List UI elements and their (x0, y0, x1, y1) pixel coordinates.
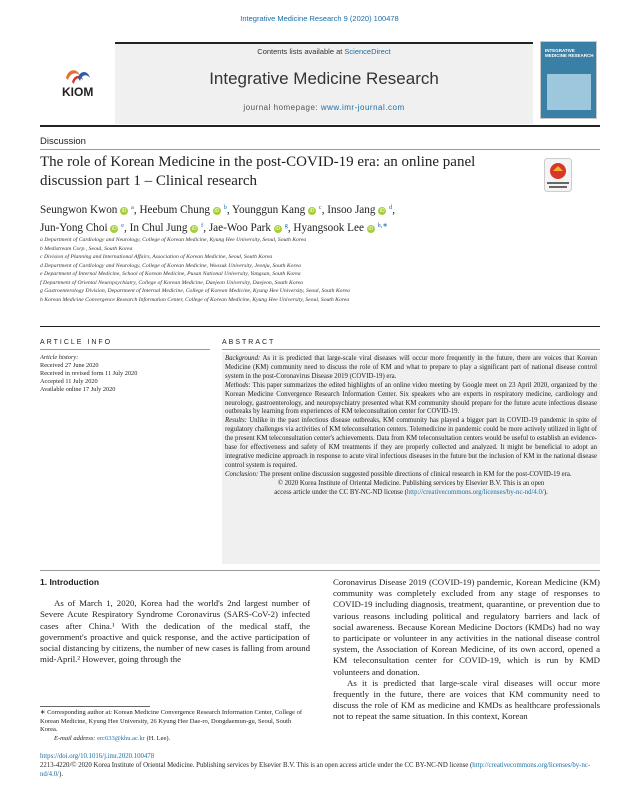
check-for-updates-icon[interactable] (544, 158, 572, 192)
author[interactable]: Jae-Woo Park iD $^g$ (208, 222, 288, 234)
orcid-icon: iD (379, 208, 385, 214)
email-link[interactable]: erc633@khu.ac.kr (97, 734, 145, 742)
orcid-icon: iD (191, 226, 197, 232)
body-column-right (333, 577, 600, 723)
abstract-background: Background: As it is predicted that large-scale viral diseases will occur more frequently in the future, there are voices that Korean Medicine (KM) community need to discuss the role of KM and what to prepare to play a significant part of national disease control system in the post-Coronavirus Disease 2019 (COVID-19) era. (225, 355, 597, 380)
affiliation: b Medistream Corp., Seoul, South Korea (40, 245, 133, 252)
author-list: Seungwon Kwon iD $^a$, Heebum Chung iD $^b$, Younggun Kang iD $^c$, Insoo Jang iD $^d$, Jun-Yong Choi iD $^e$, In Chul Jung iD $^f$, Jae-Woo Park iD $^g$, Hyangsook Lee iD $^{h,∗}$ (40, 204, 396, 234)
journal-homepage: journal homepage: www.imr-journal.com (243, 103, 405, 112)
homepage-link[interactable]: www.imr-journal.com (320, 103, 405, 112)
journal-cover-image (540, 41, 597, 119)
affiliation-list (40, 236, 600, 304)
paragraph: As it is predicted that large-scale viral diseases will occur more frequently in the future, there are voices that KM community need to discuss the role of KM as medicine and KMDs as healthcare professionals not to repeat the same situation. In this context, Korean (333, 677, 600, 722)
section-heading: 1. Introduction (40, 577, 100, 587)
issn-line: 2213-4220/© 2020 Korea Institute of Oriental Medicine. Publishing services by Elsevier B.V. This is an open access article under the CC BY-NC-ND license (http://creativecommons.org/licenses/by-nc-nd/4.0/). (40, 762, 591, 778)
article-title: The role of Korean Medicine in the post-COVID-19 era: an online panel discussion part 1 – Clinical research (40, 154, 476, 189)
orcid-icon: iD (368, 226, 374, 232)
author[interactable]: Jun-Yong Choi iD $^e$ (40, 222, 125, 234)
author[interactable]: Insoo Jang iD $^d$ (327, 204, 393, 216)
body-column-left (40, 577, 310, 665)
orcid-icon: iD (121, 208, 127, 214)
author[interactable]: Hyangsook Lee iD $^{h,∗}$ (293, 222, 388, 234)
affiliation: g Gastroenterology Division, Department of Internal Medicine, College of Korean Medicine, Kyung Hee University, Seoul, South Korea (40, 288, 350, 294)
paragraph: As of March 1, 2020, Korea had the world's 2nd largest number of Severe Acute Respiratory Syndrome Coronavirus (SARS-CoV-2) infected cases after China.¹ With the dedication of the medical staff, the government's proactive and quick response, and the active participation of social distancing by citizens, the number of new cases is falling from around mid-April.² However, going through the (40, 598, 310, 665)
page-footer (40, 752, 600, 779)
history-accepted: Accepted 11 July 2020 (40, 378, 98, 385)
divider (40, 349, 210, 350)
history-received: Received 27 June 2020 (40, 362, 99, 369)
orcid-icon: iD (111, 226, 117, 232)
affiliation: e Department of Internal Medicine, School of Korean Medicine, Pusan National University, Yangsan, South Korea (40, 271, 301, 277)
doi-link[interactable]: https://doi.org/10.1016/j.imr.2020.100478 (40, 753, 155, 760)
orcid-icon: iD (275, 226, 281, 232)
abstract-results: Results: Unlike in the past infectious disease outbreaks, KM community has played a bigger part in COVID-19 pandemic in spite of regulatory challenges via activities of KM teleconsultation centers. Telemedicine in pandemic could be more actively utilized in light of the present KM teleconsultation center's achievements. Data from KM teleconsultation centers would be useful to establish an evidence-base for effectiveness and safety of KM treatments if they are properly collected and analyzed. It might be beneficial to adopt an integrative medicine approach in response to acute viral infectious diseases in the future but the inclusion of KM in the national disease control system is required. (225, 417, 597, 469)
publisher-logo-text: KIOM (62, 85, 94, 99)
header-divider (40, 125, 600, 127)
abstract-heading: ABSTRACT (222, 339, 276, 346)
author[interactable]: In Chul Jung iD $^f$ (129, 222, 204, 234)
divider (40, 570, 600, 571)
affiliation: h Korean Medicine Convergence Research Information Center, College of Korean Medicine, Kyung Hee University, Seoul, South Korea (40, 296, 350, 303)
abstract-methods: Methods: This paper summarizes the edited highlights of an online video meeting by Google meet on 23 April 2020, organized by the Korean Medicine Convergence Research Information Center. Six speakers who are experts in respiratory medicine, cardiology and neurology, gastroenterology, and neuropsychiatry presented what KM community should prepare for the future acute infectious disease outbreaks by learning from experiences of KM teleconsultation center for COVID-19. (225, 381, 597, 416)
abstract-conclusion: Conclusion: The present online discussion suggested possible directions of clinical research in KM for the post-COVID-19 era. (225, 470, 572, 478)
article-info-heading: ARTICLE INFO (40, 339, 113, 346)
divider (222, 349, 600, 350)
divider (40, 149, 600, 150)
contents-line: Contents lists available at ScienceDirect (257, 47, 391, 56)
orcid-icon: iD (309, 208, 315, 214)
journal-header (115, 42, 533, 124)
footnote-divider (40, 706, 150, 707)
affiliation: c Division of Planning and International Affairs, Association of Korean Medicine, Seoul, South Korea (40, 254, 273, 260)
history-label: Article history: (40, 354, 79, 361)
journal-reference[interactable]: Integrative Medicine Research 9 (2020) 100478 (240, 14, 399, 23)
abstract-license: © 2020 Korea Institute of Oriental Medicine. Publishing services by Elsevier B.V. This is an open access article under the CC BY-NC-ND license (http://creativecommons.org/licenses/by-nc-nd/4.0/). (274, 479, 548, 496)
affiliation: a Department of Cardiology and Neurology, College of Korean Medicine, Kyung Hee University, Seoul, South Korea (40, 237, 307, 243)
article-type: Discussion (40, 136, 86, 147)
author[interactable]: Younggun Kang iD $^c$ (232, 204, 322, 216)
abstract-box (222, 352, 600, 564)
orcid-icon: iD (214, 208, 220, 214)
sciencedirect-link[interactable]: ScienceDirect (344, 47, 391, 56)
history-online: Available online 17 July 2020 (40, 386, 116, 393)
author[interactable]: Seungwon Kwon iD $^a$ (40, 204, 134, 216)
journal-title: Integrative Medicine Research (209, 69, 439, 88)
footer-license-link[interactable]: http://creativecommons.org/licenses/by-nc-nd/4.0/ (40, 762, 591, 778)
affiliation: f Department of Oriental Neuropsychiatry, College of Korean Medicine, Daejeon University, Daejeon, South Korea (40, 279, 303, 286)
history-revised: Received in revised form 11 July 2020 (40, 370, 138, 377)
article-history (40, 354, 210, 394)
cover-title: INTEGRATIVE MEDICINE RESEARCH (545, 48, 594, 58)
divider (40, 326, 600, 327)
license-link[interactable]: http://creativecommons.org/licenses/by-nc-nd/4.0/ (406, 488, 544, 496)
affiliation: d Department of Cardiology and Neurology, College of Korean Medicine, Woosuk University, Jeonju, South Korea (40, 262, 301, 269)
author[interactable]: Heebum Chung iD $^b$ (139, 204, 227, 216)
corresponding-author-footnote: ∗ Corresponding author at: Korean Medicine Convergence Research Information Center, College of Korean Medicine, Kyung Hee University, 26 Kyung Hee Dae-ro, Dongdaemun-gu, Seoul, South Korea. E-mail address: erc633@khu.ac.kr (H. Lee). (40, 709, 303, 742)
paragraph: Coronavirus Disease 2019 (COVID-19) pandemic, Korean Medicine (KM) community was completely excluded from any stage of responses to COVID-19 including diagnosis, treatment, quarantine, or prevention due to various reasons including political and regulatory barriers and lack of social awareness. Because Korean Medicine Doctors (KMDs) had no way to participate or volunteer in any activities in the national disease control system, the Association of Korean Medicine, of its own accord, opened a KM teleconsultation center for COVID-19, which is run by KMD volunteers and donation. (333, 577, 600, 677)
